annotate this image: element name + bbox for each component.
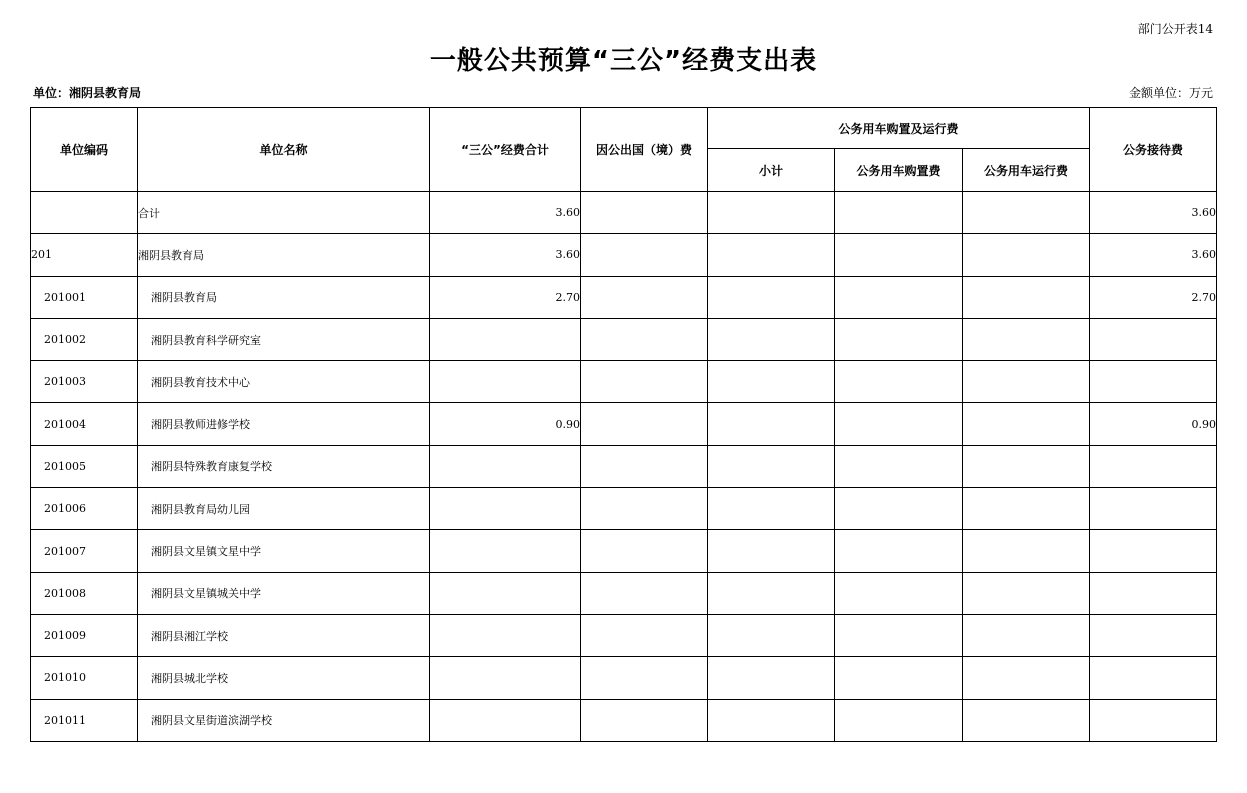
reception-cell xyxy=(1090,318,1217,360)
vehicle-operation-cell xyxy=(963,530,1090,572)
amount-unit-label: 金额单位：万元 xyxy=(1128,86,1213,100)
abroad-cell xyxy=(581,318,708,360)
subtotal-cell xyxy=(708,234,835,276)
unit-code-cell: 201009 xyxy=(31,614,138,656)
reception-cell: 3.60 xyxy=(1090,234,1217,276)
reception-cell xyxy=(1090,572,1217,614)
unit-name-cell: 湘阴县特殊教育康复学校 xyxy=(138,445,430,487)
unit-code-cell: 201004 xyxy=(31,403,138,445)
budget-table xyxy=(30,107,1217,742)
reception-cell xyxy=(1090,361,1217,403)
abroad-cell xyxy=(581,657,708,699)
vehicle-purchase-cell xyxy=(835,614,963,656)
unit-name-cell: 湘阴县教育局幼儿园 xyxy=(138,488,430,530)
subtotal-cell xyxy=(708,361,835,403)
total-cell xyxy=(430,361,581,403)
unit-code-cell: 201010 xyxy=(31,657,138,699)
subtotal-cell xyxy=(708,403,835,445)
total-cell xyxy=(430,488,581,530)
total-cell xyxy=(430,614,581,656)
vehicle-operation-cell xyxy=(963,572,1090,614)
vehicle-operation-cell xyxy=(963,699,1090,741)
table-row xyxy=(31,403,1217,445)
page-title: 一般公共预算“三公”经费支出表 xyxy=(429,46,818,76)
vehicle-operation-cell xyxy=(963,192,1090,234)
unit-name-cell: 湘阴县文星镇文星中学 xyxy=(138,530,430,572)
total-cell: 2.70 xyxy=(430,276,581,318)
table-row xyxy=(31,361,1217,403)
vehicle-purchase-cell xyxy=(835,276,963,318)
total-cell xyxy=(430,530,581,572)
total-cell xyxy=(430,657,581,699)
reception-cell: 0.90 xyxy=(1090,403,1217,445)
table-row xyxy=(31,192,1217,234)
vehicle-purchase-cell xyxy=(835,572,963,614)
table-row xyxy=(31,234,1217,276)
unit-code-cell: 201008 xyxy=(31,572,138,614)
reception-cell xyxy=(1090,488,1217,530)
unit-code-cell: 201005 xyxy=(31,445,138,487)
table-row xyxy=(31,699,1217,741)
reception-cell xyxy=(1090,445,1217,487)
unit-name-cell: 湘阴县教师进修学校 xyxy=(138,403,430,445)
unit-name-cell: 合计 xyxy=(138,192,430,234)
vehicle-operation-cell xyxy=(963,614,1090,656)
vehicle-operation-cell xyxy=(963,488,1090,530)
table-header xyxy=(31,108,1217,192)
unit-label: 单位：湘阴县教育局 xyxy=(33,86,142,100)
unit-code-cell: 201006 xyxy=(31,488,138,530)
vehicle-purchase-cell xyxy=(835,445,963,487)
abroad-cell xyxy=(581,445,708,487)
unit-name-cell: 湘阴县教育局 xyxy=(138,276,430,318)
vehicle-operation-cell xyxy=(963,361,1090,403)
header-unit-code: 单位编码 xyxy=(31,108,138,192)
table-row xyxy=(31,572,1217,614)
vehicle-purchase-cell xyxy=(835,699,963,741)
header-subtotal: 小计 xyxy=(708,149,835,192)
subtotal-cell xyxy=(708,614,835,656)
abroad-cell xyxy=(581,361,708,403)
vehicle-purchase-cell xyxy=(835,234,963,276)
unit-code-cell: 201007 xyxy=(31,530,138,572)
header-vehicle-group: 公务用车购置及运行费 xyxy=(708,108,1090,149)
vehicle-purchase-cell xyxy=(835,657,963,699)
subtotal-cell xyxy=(708,657,835,699)
unit-name-cell: 湘阴县湘江学校 xyxy=(138,614,430,656)
table-row xyxy=(31,657,1217,699)
header-unit-name: 单位名称 xyxy=(138,108,430,192)
table-body xyxy=(31,192,1217,742)
vehicle-purchase-cell xyxy=(835,530,963,572)
reception-cell xyxy=(1090,614,1217,656)
abroad-cell xyxy=(581,488,708,530)
unit-code-cell: 201002 xyxy=(31,318,138,360)
vehicle-operation-cell xyxy=(963,445,1090,487)
total-cell: 0.90 xyxy=(430,403,581,445)
total-cell xyxy=(430,699,581,741)
header-reception: 公务接待费 xyxy=(1090,108,1217,192)
vehicle-operation-cell xyxy=(963,403,1090,445)
reception-cell xyxy=(1090,657,1217,699)
unit-code-cell xyxy=(31,192,138,234)
vehicle-purchase-cell xyxy=(835,192,963,234)
vehicle-purchase-cell xyxy=(835,403,963,445)
unit-name-cell: 湘阴县城北学校 xyxy=(138,657,430,699)
subtotal-cell xyxy=(708,318,835,360)
subtotal-cell xyxy=(708,699,835,741)
document-code: 部门公开表14 xyxy=(1137,22,1213,36)
reception-cell xyxy=(1090,699,1217,741)
vehicle-purchase-cell xyxy=(835,318,963,360)
subtotal-cell xyxy=(708,445,835,487)
table-row xyxy=(31,488,1217,530)
subtotal-cell xyxy=(708,276,835,318)
abroad-cell xyxy=(581,614,708,656)
table-row xyxy=(31,614,1217,656)
abroad-cell xyxy=(581,530,708,572)
vehicle-operation-cell xyxy=(963,276,1090,318)
table-row xyxy=(31,530,1217,572)
reception-cell xyxy=(1090,530,1217,572)
reception-cell: 2.70 xyxy=(1090,276,1217,318)
vehicle-purchase-cell xyxy=(835,488,963,530)
table-row xyxy=(31,445,1217,487)
total-cell xyxy=(430,572,581,614)
unit-code-cell: 201001 xyxy=(31,276,138,318)
unit-name-cell: 湘阴县文星街道滨湖学校 xyxy=(138,699,430,741)
vehicle-operation-cell xyxy=(963,318,1090,360)
subtotal-cell xyxy=(708,192,835,234)
abroad-cell xyxy=(581,572,708,614)
subtotal-cell xyxy=(708,530,835,572)
total-cell: 3.60 xyxy=(430,234,581,276)
vehicle-purchase-cell xyxy=(835,361,963,403)
unit-code-cell: 201 xyxy=(31,234,138,276)
header-abroad: 因公出国（境）费 xyxy=(581,108,708,192)
abroad-cell xyxy=(581,403,708,445)
unit-name-cell: 湘阴县文星镇城关中学 xyxy=(138,572,430,614)
unit-code-cell: 201003 xyxy=(31,361,138,403)
total-cell: 3.60 xyxy=(430,192,581,234)
unit-name-cell: 湘阴县教育局 xyxy=(138,234,430,276)
vehicle-operation-cell xyxy=(963,234,1090,276)
subtotal-cell xyxy=(708,572,835,614)
unit-name-cell: 湘阴县教育科学研究室 xyxy=(138,318,430,360)
abroad-cell xyxy=(581,192,708,234)
abroad-cell xyxy=(581,699,708,741)
header-vehicle-operation: 公务用车运行费 xyxy=(963,149,1090,192)
total-cell xyxy=(430,445,581,487)
vehicle-operation-cell xyxy=(963,657,1090,699)
abroad-cell xyxy=(581,276,708,318)
unit-code-cell: 201011 xyxy=(31,699,138,741)
header-total: “三公”经费合计 xyxy=(430,108,581,192)
total-cell xyxy=(430,318,581,360)
abroad-cell xyxy=(581,234,708,276)
table-row xyxy=(31,276,1217,318)
reception-cell: 3.60 xyxy=(1090,192,1217,234)
subtotal-cell xyxy=(708,488,835,530)
header-vehicle-purchase: 公务用车购置费 xyxy=(835,149,963,192)
unit-name-cell: 湘阴县教育技术中心 xyxy=(138,361,430,403)
table-row xyxy=(31,318,1217,360)
